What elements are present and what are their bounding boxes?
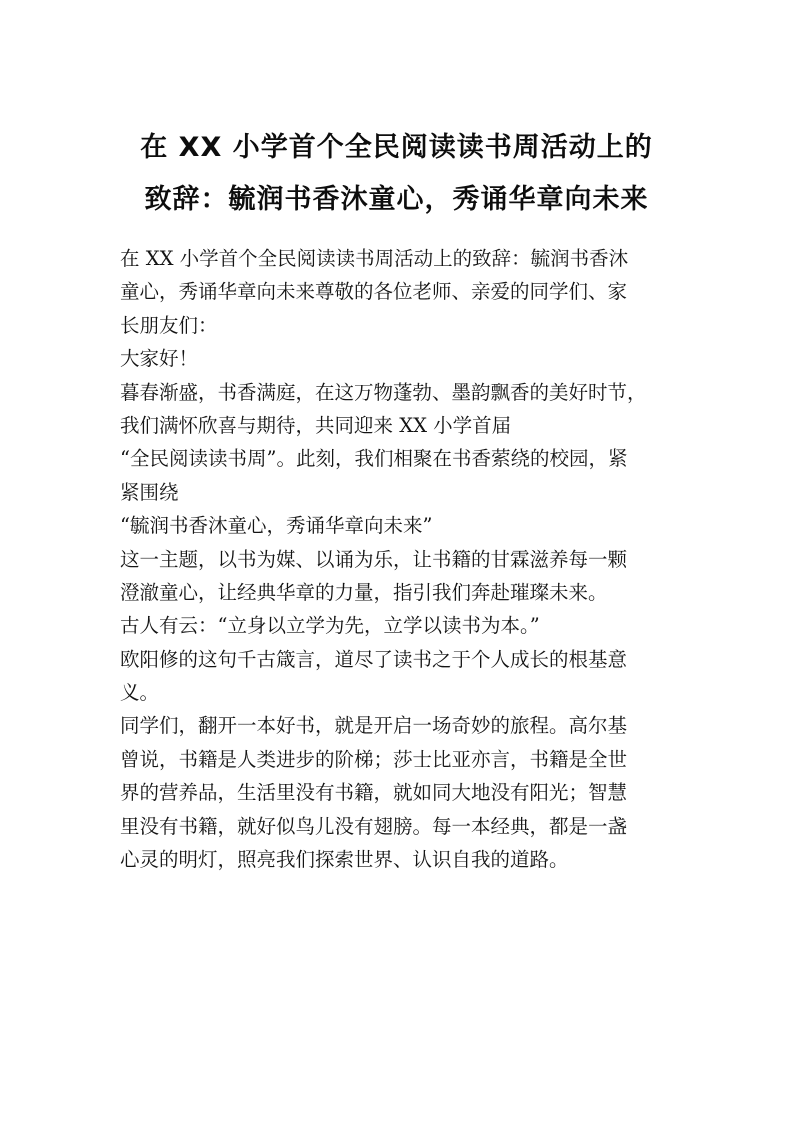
body-line: “毓润书香沐童心，秀诵华章向未来” [120, 514, 433, 538]
body-line: 心灵的明灯，照亮我们探索世界、认识自我的道路。 [120, 848, 569, 872]
document-body [120, 242, 680, 876]
body-line: 我们满怀欣喜与期待，共同迎来 XX 小学首届 [120, 413, 512, 437]
body-line: 欧阳修的这句千古箴言，道尽了读书之于个人成长的根基意 [120, 647, 628, 671]
body-line: 这一主题，以书为媒、以诵为乐，让书籍的甘霖滋养每一颗 [120, 547, 628, 571]
body-line: 澄澈童心，让经典华章的力量，指引我们奔赴璀璨未来。 [120, 580, 608, 604]
body-line: 古人有云：“立身以立学为先，立学以读书为本。” [120, 614, 540, 638]
title-line: 在 XX 小学首个全民阅读读书周活动上的 [140, 132, 653, 163]
body-line: 曾说，书籍是人类进步的阶梯；莎士比亚亦言，书籍是全世 [120, 747, 628, 771]
body-line: 紧围绕 [120, 480, 179, 504]
body-line: 同学们，翻开一本好书，就是开启一场奇妙的旅程。高尔基 [120, 714, 628, 738]
body-line: 义。 [120, 681, 160, 705]
document-title [96, 122, 697, 226]
body-line: 里没有书籍，就好似鸟儿没有翅膀。每一本经典，都是一盏 [120, 814, 628, 838]
body-line: 长朋友们： [120, 313, 218, 337]
body-line: 在 XX 小学首个全民阅读读书周活动上的致辞：毓润书香沐 [120, 247, 629, 270]
title-line: 致辞：毓润书香沐童心，秀诵华章向未来 [144, 184, 649, 215]
body-line: 暮春渐盛，书香满庭，在这万物蓬勃、墨韵飘香的美好时节， [120, 380, 647, 404]
body-line: 童心，秀诵华章向未来尊敬的各位老师、亲爱的同学们、家 [120, 280, 628, 304]
body-line: “全民阅读读书周”。此刻，我们相聚在书香萦绕的校园，紧 [120, 447, 628, 471]
body-line: 界的营养品，生活里没有书籍，就如同大地没有阳光；智慧 [120, 781, 628, 805]
body-line: 大家好！ [120, 347, 199, 371]
